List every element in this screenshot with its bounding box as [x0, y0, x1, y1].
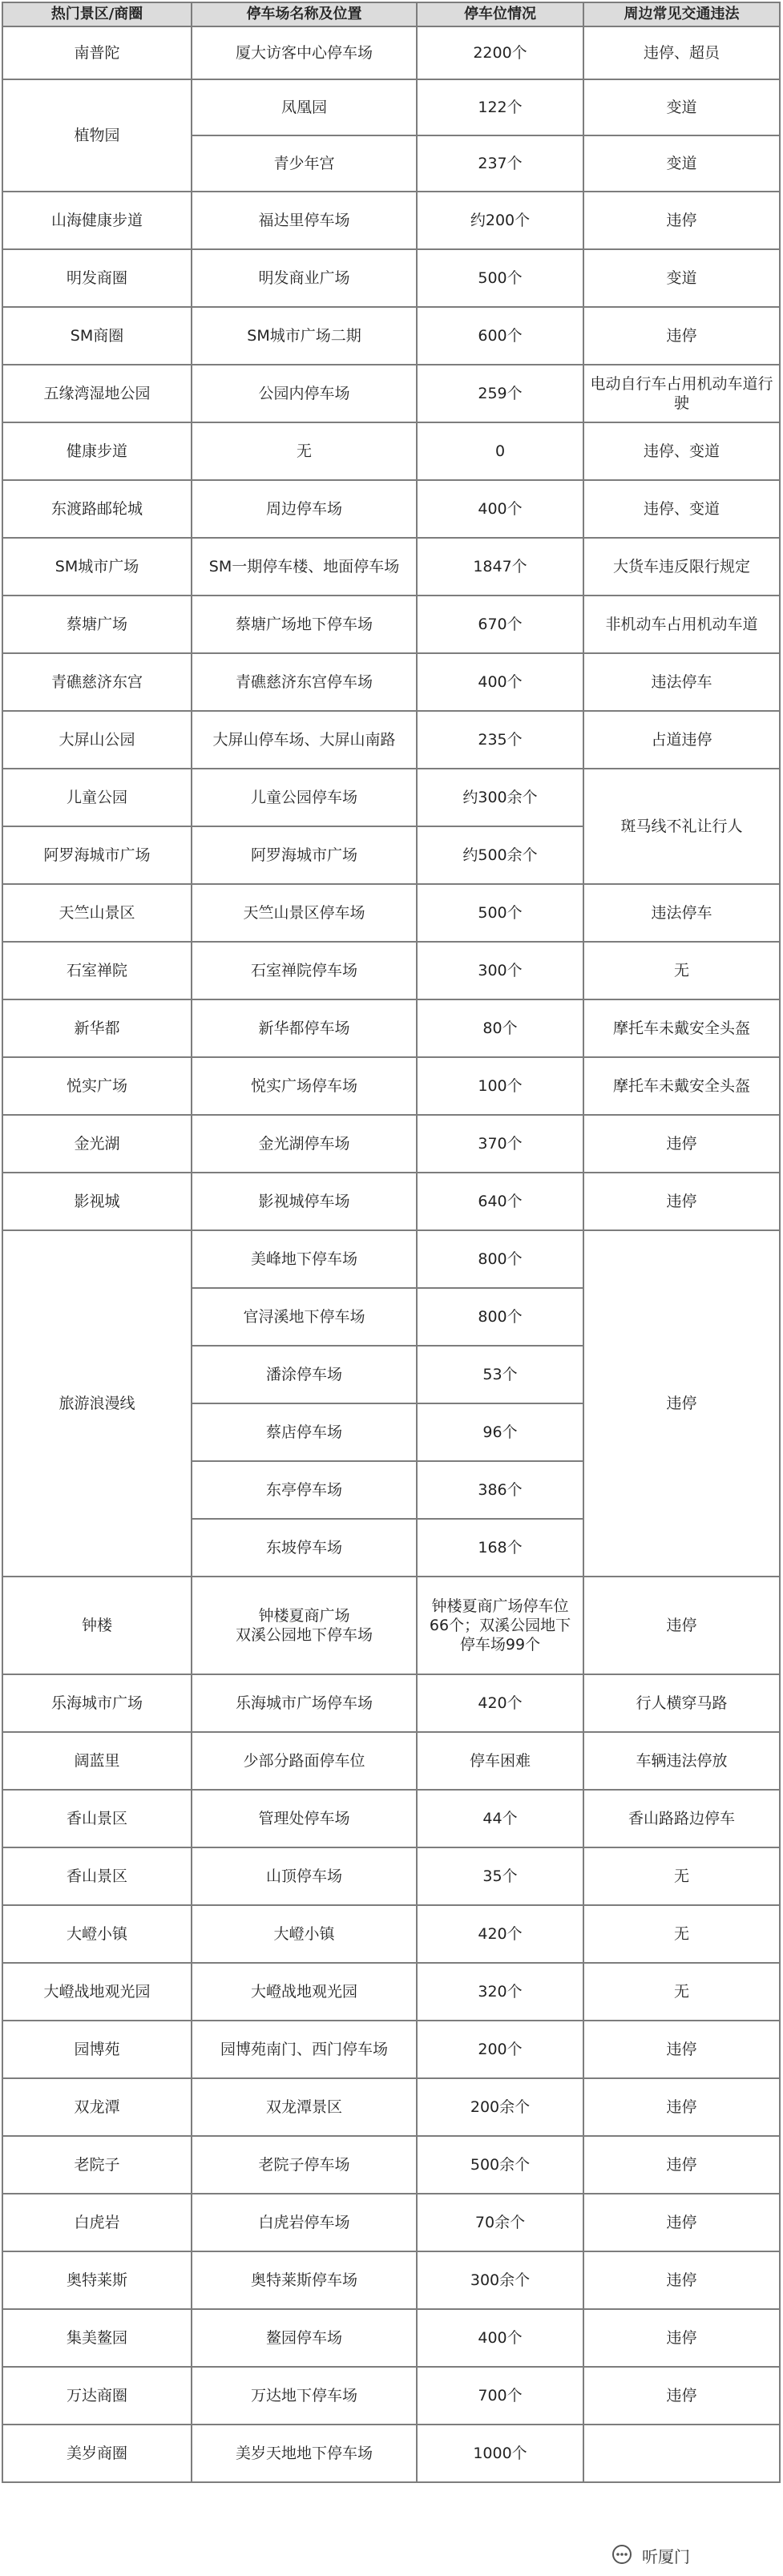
table-row	[2, 884, 780, 942]
table-cell: 钟楼	[2, 1577, 192, 1674]
table-cell: 金光湖停车场	[192, 1115, 417, 1173]
table-cell: 摩托车未戴安全头盔	[583, 999, 780, 1057]
table-cell: 300余个	[417, 2251, 583, 2309]
table-cell: 1000个	[417, 2425, 583, 2482]
table-cell: 400个	[417, 2309, 583, 2367]
table-cell: 无	[192, 422, 417, 480]
table-cell: 石室禅院	[2, 942, 192, 999]
table-cell: 640个	[417, 1173, 583, 1230]
table-cell: 80个	[417, 999, 583, 1057]
table-cell	[583, 2425, 780, 2482]
table-cell: 电动自行车占用机动车道行驶	[583, 365, 780, 422]
table-row	[2, 480, 780, 538]
table-cell: 大嶝小镇	[192, 1905, 417, 1963]
table-cell: 占道违停	[583, 711, 780, 769]
table-cell: 违停	[583, 2309, 780, 2367]
table-cell: 800个	[417, 1288, 583, 1346]
table-cell: 违停、超员	[583, 26, 780, 79]
table-cell: 山海健康步道	[2, 192, 192, 249]
table-row	[2, 1115, 780, 1173]
table-row	[2, 1732, 780, 1790]
table-cell: 影视城停车场	[192, 1173, 417, 1230]
table-cell: 凤凰园	[192, 79, 417, 135]
table-cell: 400个	[417, 480, 583, 538]
table-row	[2, 1905, 780, 1963]
table-row	[2, 365, 780, 422]
table-cell: 明发商业广场	[192, 249, 417, 307]
table-cell: 儿童公园	[2, 769, 192, 826]
table-cell: 福达里停车场	[192, 192, 417, 249]
table-cell: 儿童公园停车场	[192, 769, 417, 826]
table-cell: 400个	[417, 653, 583, 711]
table-cell: 青少年宫	[192, 135, 417, 192]
table-row	[2, 999, 780, 1057]
table-cell: 植物园	[2, 79, 192, 192]
table-cell: 大嶝战地观光园	[2, 1963, 192, 2021]
table-cell: 香山景区	[2, 1847, 192, 1905]
table-cell: 厦大访客中心停车场	[192, 26, 417, 79]
table-row	[2, 711, 780, 769]
table-cell: 园博苑南门、西门停车场	[192, 2021, 417, 2078]
table-cell: SM商圈	[2, 307, 192, 365]
table-row	[2, 307, 780, 365]
table-cell: 变道	[583, 79, 780, 135]
table-cell: 园博苑	[2, 2021, 192, 2078]
table-cell: 大货车违反限行规定	[583, 538, 780, 596]
table-row	[2, 1173, 780, 1230]
table-cell: 美岁天地地下停车场	[192, 2425, 417, 2482]
table-cell: 违停	[583, 192, 780, 249]
table-cell: 阿罗海城市广场	[192, 826, 417, 884]
table-cell: 奥特莱斯停车场	[192, 2251, 417, 2309]
table-cell: 香山路路边停车	[583, 1790, 780, 1847]
table-row	[2, 1674, 780, 1732]
table-cell: 670个	[417, 596, 583, 653]
table-row	[2, 2021, 780, 2078]
table-cell: 石室禅院停车场	[192, 942, 417, 999]
table-cell: 非机动车占用机动车道	[583, 596, 780, 653]
table-row	[2, 769, 780, 826]
table-cell: 蔡店停车场	[192, 1403, 417, 1461]
header-cell: 周边常见交通违法	[583, 2, 780, 26]
table-cell: 双龙潭	[2, 2078, 192, 2136]
watermark-text: 听厦门	[642, 2546, 690, 2566]
table-cell: 无	[583, 1963, 780, 2021]
table-row	[2, 653, 780, 711]
table-cell: 阔蓝里	[2, 1732, 192, 1790]
table-cell: 万达商圈	[2, 2367, 192, 2425]
table-cell: 500个	[417, 249, 583, 307]
table-row	[2, 596, 780, 653]
table-cell: 违停	[583, 1230, 780, 1577]
table-cell: 违停、变道	[583, 480, 780, 538]
table-row	[2, 26, 780, 79]
table-cell: 阿罗海城市广场	[2, 826, 192, 884]
table-cell: 白虎岩停车场	[192, 2194, 417, 2251]
table-cell: 违法停车	[583, 653, 780, 711]
table-row	[2, 1057, 780, 1115]
table-cell: 东渡路邮轮城	[2, 480, 192, 538]
table-cell: 周边停车场	[192, 480, 417, 538]
table-cell: 500余个	[417, 2136, 583, 2194]
table-row	[2, 2251, 780, 2309]
table-cell: 违停	[583, 2251, 780, 2309]
table-cell: 集美鳌园	[2, 2309, 192, 2367]
table-cell: 南普陀	[2, 26, 192, 79]
table-cell: 100个	[417, 1057, 583, 1115]
table-cell: 青礁慈济东宫	[2, 653, 192, 711]
table-cell: 悦实广场	[2, 1057, 192, 1115]
table-cell: 违停	[583, 1173, 780, 1230]
table-cell: 259个	[417, 365, 583, 422]
table-cell: 鳌园停车场	[192, 2309, 417, 2367]
table-cell: 235个	[417, 711, 583, 769]
table-cell: 蔡塘广场	[2, 596, 192, 653]
table-cell: 违停	[583, 1115, 780, 1173]
table-cell: 200个	[417, 2021, 583, 2078]
table-cell: 管理处停车场	[192, 1790, 417, 1847]
table-cell: 370个	[417, 1115, 583, 1173]
table-cell: 车辆违法停放	[583, 1732, 780, 1790]
table-row	[2, 2194, 780, 2251]
table-cell: 500个	[417, 884, 583, 942]
table-cell: 违停	[583, 2021, 780, 2078]
table-cell: 违法停车	[583, 884, 780, 942]
table-cell: 少部分路面停车位	[192, 1732, 417, 1790]
table-cell: 健康步道	[2, 422, 192, 480]
table-cell: 老院子停车场	[192, 2136, 417, 2194]
table-cell: 变道	[583, 135, 780, 192]
table-cell: 320个	[417, 1963, 583, 2021]
table-cell: 违停、变道	[583, 422, 780, 480]
table-cell: 新华都停车场	[192, 999, 417, 1057]
table-cell: 300个	[417, 942, 583, 999]
table-row	[2, 538, 780, 596]
table-cell: 大屏山公园	[2, 711, 192, 769]
table-cell: 蔡塘广场地下停车场	[192, 596, 417, 653]
table-row	[2, 2367, 780, 2425]
table-cell: 停车困难	[417, 1732, 583, 1790]
table-cell: 明发商圈	[2, 249, 192, 307]
table-cell: 420个	[417, 1674, 583, 1732]
table-cell: 老院子	[2, 2136, 192, 2194]
table-cell: 东亭停车场	[192, 1461, 417, 1519]
parking-table	[2, 2, 781, 2483]
table-row	[2, 1230, 780, 1288]
table-cell: 违停	[583, 307, 780, 365]
table-cell: 悦实广场停车场	[192, 1057, 417, 1115]
table-cell: 万达地下停车场	[192, 2367, 417, 2425]
table-cell: 2200个	[417, 26, 583, 79]
table-row	[2, 422, 780, 480]
table-cell: 420个	[417, 1905, 583, 1963]
table-cell: 潘涂停车场	[192, 1346, 417, 1403]
table-cell: 违停	[583, 1577, 780, 1674]
table-row	[2, 1847, 780, 1905]
table-cell: 乐海城市广场	[2, 1674, 192, 1732]
table-cell: 违停	[583, 2194, 780, 2251]
table-cell: 东坡停车场	[192, 1519, 417, 1577]
table-cell: 违停	[583, 2136, 780, 2194]
table-cell: 违停	[583, 2367, 780, 2425]
table-cell: 摩托车未戴安全头盔	[583, 1057, 780, 1115]
table-header-row	[2, 2, 780, 26]
table-cell: 美峰地下停车场	[192, 1230, 417, 1288]
table-cell: 122个	[417, 79, 583, 135]
table-cell: 约200个	[417, 192, 583, 249]
table-cell: 钟楼夏商广场 双溪公园地下停车场	[192, 1577, 417, 1674]
table-cell: 1847个	[417, 538, 583, 596]
table-cell: 官浔溪地下停车场	[192, 1288, 417, 1346]
table-cell: 约500余个	[417, 826, 583, 884]
table-cell: 山顶停车场	[192, 1847, 417, 1905]
table-cell: 无	[583, 1905, 780, 1963]
table-row	[2, 1790, 780, 1847]
table-cell: 70余个	[417, 2194, 583, 2251]
table-cell: 奥特莱斯	[2, 2251, 192, 2309]
table-row	[2, 942, 780, 999]
table-row	[2, 2136, 780, 2194]
table-row	[2, 192, 780, 249]
table-cell: 青礁慈济东宫停车场	[192, 653, 417, 711]
table-row	[2, 2078, 780, 2136]
table-cell: 大嶝战地观光园	[192, 1963, 417, 2021]
table-cell: 违停	[583, 2078, 780, 2136]
table-cell: SM一期停车楼、地面停车场	[192, 538, 417, 596]
table-cell: 44个	[417, 1790, 583, 1847]
table-cell: 钟楼夏商广场停车位66个；双溪公园地下停车场99个	[417, 1577, 583, 1674]
table-cell: 金光湖	[2, 1115, 192, 1173]
chat-bubble-icon	[610, 2543, 634, 2567]
table-cell: SM城市广场	[2, 538, 192, 596]
table-cell: 200余个	[417, 2078, 583, 2136]
table-cell: 天竺山景区	[2, 884, 192, 942]
table-cell: 旅游浪漫线	[2, 1230, 192, 1577]
table-cell: 双龙潭景区	[192, 2078, 417, 2136]
table-cell: 公园内停车场	[192, 365, 417, 422]
table-cell: 96个	[417, 1403, 583, 1461]
table-cell: SM城市广场二期	[192, 307, 417, 365]
table-cell: 237个	[417, 135, 583, 192]
table-cell: 新华都	[2, 999, 192, 1057]
table-cell: 168个	[417, 1519, 583, 1577]
table-cell: 五缘湾湿地公园	[2, 365, 192, 422]
table-row	[2, 2309, 780, 2367]
table-row	[2, 79, 780, 135]
table-cell: 美岁商圈	[2, 2425, 192, 2482]
table-cell: 变道	[583, 249, 780, 307]
table-cell: 约300余个	[417, 769, 583, 826]
table-cell: 斑马线不礼让行人	[583, 769, 780, 884]
table-cell: 白虎岩	[2, 2194, 192, 2251]
table-cell: 天竺山景区停车场	[192, 884, 417, 942]
table-cell: 700个	[417, 2367, 583, 2425]
table-cell: 大屏山停车场、大屏山南路	[192, 711, 417, 769]
table-row	[2, 1963, 780, 2021]
table-cell: 影视城	[2, 1173, 192, 1230]
header-cell: 停车位情况	[417, 2, 583, 26]
table-cell: 600个	[417, 307, 583, 365]
header-cell: 热门景区/商圈	[2, 2, 192, 26]
table-cell: 大嶝小镇	[2, 1905, 192, 1963]
table-cell: 无	[583, 942, 780, 999]
table-row	[2, 2425, 780, 2482]
table-cell: 53个	[417, 1346, 583, 1403]
table-cell: 香山景区	[2, 1790, 192, 1847]
watermark	[602, 2539, 762, 2571]
table-cell: 行人横穿马路	[583, 1674, 780, 1732]
table-cell: 35个	[417, 1847, 583, 1905]
table-cell: 0	[417, 422, 583, 480]
table-cell: 无	[583, 1847, 780, 1905]
table-cell: 乐海城市广场停车场	[192, 1674, 417, 1732]
table-cell: 386个	[417, 1461, 583, 1519]
table-row	[2, 1577, 780, 1674]
table-row	[2, 249, 780, 307]
header-cell: 停车场名称及位置	[192, 2, 417, 26]
table-cell: 800个	[417, 1230, 583, 1288]
